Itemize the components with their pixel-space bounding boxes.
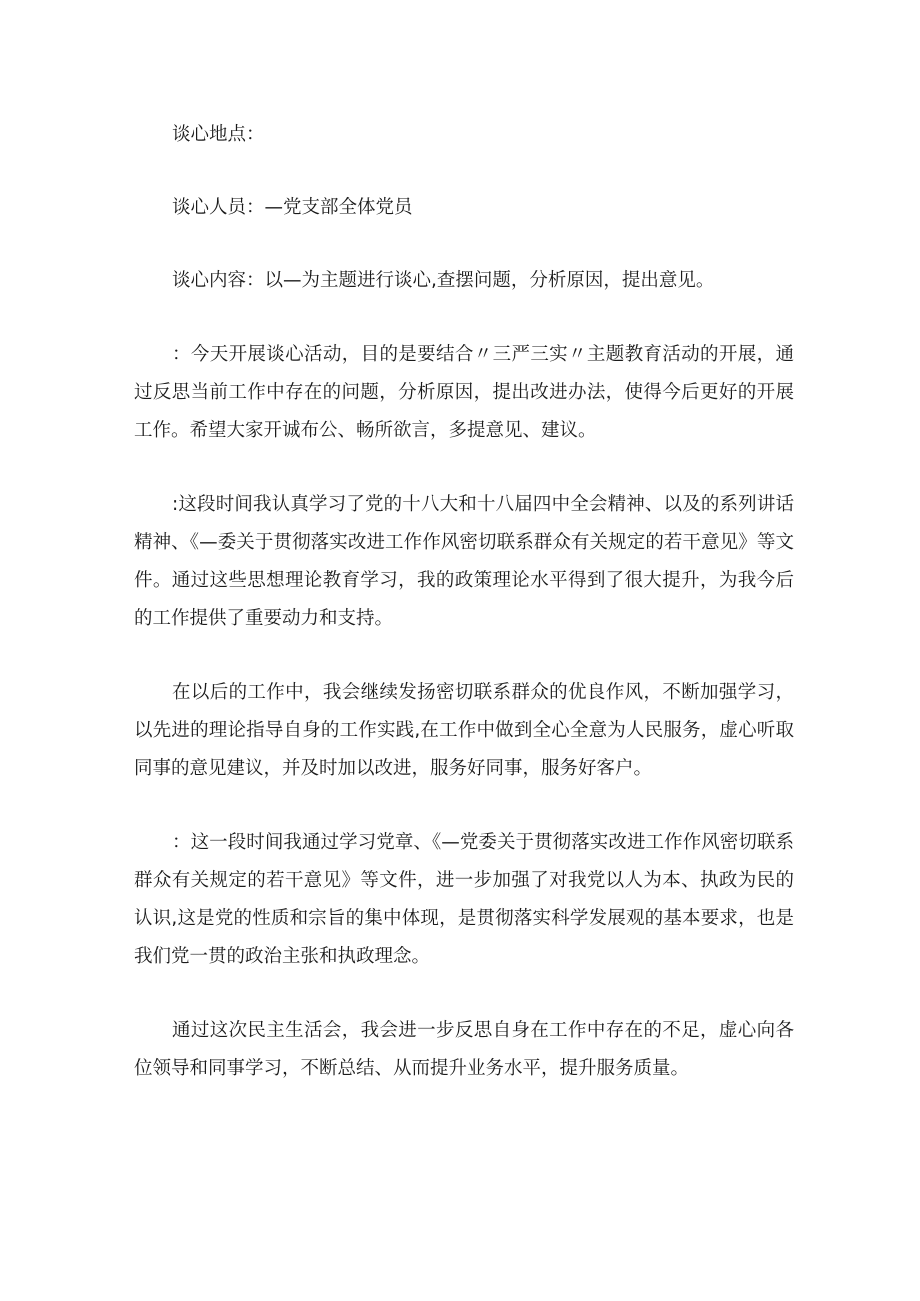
document-body (134, 116, 794, 1088)
paragraph-party-constitution-study: ：这一段时间我通过学习党章、《—党委关于贯彻落实改进工作作风密切联系群众有关规定的若干意见》等文件，进一步加强了对我党以人为本、执政为民的认识,这是党的性质和宗旨的集中体现，是贯彻落实科学发展观的基本要求，也是我们党一贯的政治主张和执政理念。 (134, 832, 794, 967)
paragraph-closing-reflection: 通过这次民主生活会，我会进一步反思自身在工作中存在的不足，虚心向各位领导和同事学习，不断总结、从而提升业务水平，提升服务质量。 (134, 1020, 794, 1079)
meeting-content-line: 谈心内容：以—为主题进行谈心,查摆问题，分析原因，提出意见。 (172, 270, 715, 291)
paragraph-study-summary: :这段时间我认真学习了党的十八大和十八届四中全会精神、以及的系列讲话精神、《—委关于贯彻落实改进工作作风密切联系群众有关规定的若干意见》等文件。通过这些思想理论教育学习，我的政策理论水平得到了很大提升，为我今后的工作提供了重要动力和支持。 (134, 494, 794, 629)
paragraph-future-work: 在以后的工作中，我会继续发扬密切联系群众的优良作风，不断加强学习，以先进的理论指导自身的工作实践,在工作中做到全心全意为人民服务，虚心听取同事的意见建议，并及时加以改进，服务好同事，服务好客户。 (134, 682, 794, 779)
paragraph-opening-remarks: ：今天开展谈心活动，目的是要结合〃三严三实〃主题教育活动的开展，通过反思当前工作中存在的问题，分析原因，提出改进办法，使得今后更好的开展工作。希望大家开诚布公、畅所欲言，多提意见、建议。 (134, 344, 794, 441)
meeting-attendees-line: 谈心人员：—党支部全体党员 (172, 197, 413, 218)
meeting-location-line: 谈心地点： (172, 124, 265, 145)
